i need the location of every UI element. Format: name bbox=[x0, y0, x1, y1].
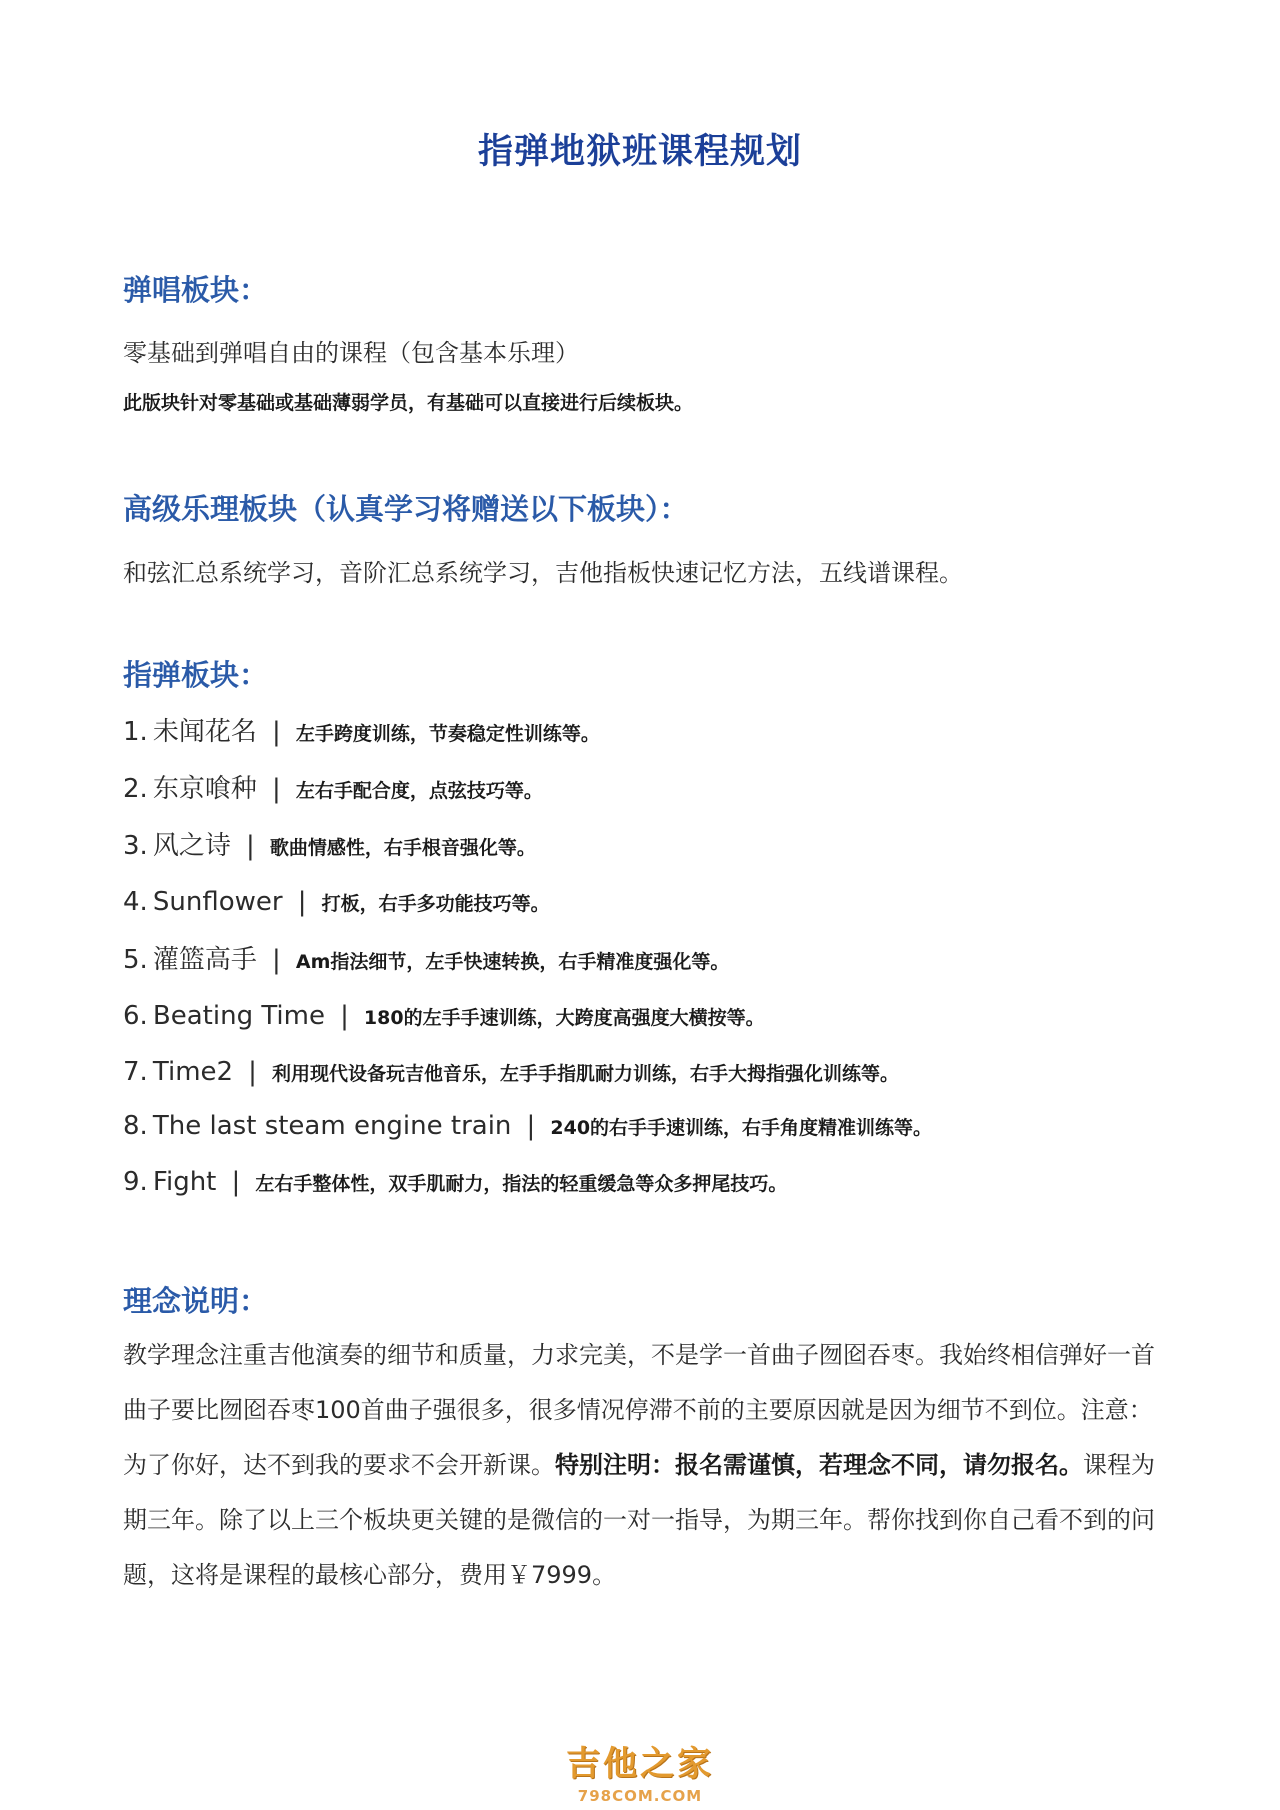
philosophy-text-a: 教学理念注重吉他演奏的细节和质量，力求完美，不是学一首曲子囫囵吞枣。我始终相信弹好一首曲子要比囫囵吞枣100首曲子强很多，很多情况停滞不前的主要原因就是因为细节不到位。注意：为了你好，达不到我的要求不会开新课。 bbox=[123, 1341, 1155, 1479]
list-item bbox=[123, 942, 729, 978]
course-separator: | bbox=[272, 717, 281, 747]
course-description: 左右手配合度，点弦技巧等。 bbox=[295, 780, 543, 802]
page-title: 指弹地狱班课程规划 bbox=[477, 132, 802, 172]
course-number: 7. bbox=[123, 1057, 148, 1087]
course-number: 9. bbox=[123, 1167, 148, 1197]
course-name: Beating Time bbox=[152, 1001, 325, 1031]
theory-section-line: 和弦汇总系统学习，音阶汇总系统学习，吉他指板快速记忆方法，五线谱课程。 bbox=[123, 559, 963, 587]
course-number: 6. bbox=[123, 1001, 148, 1031]
course-description: 歌曲情感性，右手根音强化等。 bbox=[269, 837, 536, 859]
philosophy-text-b: 课程为期三年。除了以上三个板块更关键的是微信的一对一指导，为期三年。帮你找到你自己看不到的问题，这将是课程的最核心部分，费用￥7999。 bbox=[123, 1451, 1155, 1589]
fingerstyle-section-heading: 指弹板块： bbox=[123, 658, 269, 692]
list-item bbox=[123, 998, 765, 1034]
course-description: 利用现代设备玩吉他音乐，左手手指肌耐力训练，右手大拇指强化训练等。 bbox=[272, 1063, 900, 1085]
course-name: Fight bbox=[152, 1167, 217, 1197]
course-description: 180的左手手速训练，大跨度高强度大横按等。 bbox=[363, 1007, 765, 1029]
list-item bbox=[123, 1108, 932, 1144]
list-item bbox=[123, 884, 550, 920]
course-description: 左右手整体性，双手肌耐力，指法的轻重缓急等众多押尾技巧。 bbox=[255, 1173, 788, 1195]
course-separator: | bbox=[246, 831, 255, 861]
course-name: 灌篮高手 bbox=[152, 945, 257, 975]
course-name: 东京喰种 bbox=[152, 774, 257, 804]
course-separator: | bbox=[231, 1167, 241, 1197]
course-name: Sunflower bbox=[152, 887, 283, 917]
course-description: 左手跨度训练，节奏稳定性训练等。 bbox=[295, 723, 600, 745]
list-item bbox=[123, 1164, 787, 1200]
course-number: 5. bbox=[123, 945, 148, 975]
course-separator: | bbox=[272, 774, 281, 804]
list-item bbox=[123, 828, 536, 864]
list-item bbox=[123, 714, 600, 750]
course-description: 240的右手手速训练，右手角度精准训练等。 bbox=[550, 1117, 933, 1139]
course-separator: | bbox=[297, 887, 307, 917]
philosophy-bold-notice: 特别注明：报名需谨慎，若理念不同，请勿报名。 bbox=[555, 1451, 1083, 1479]
course-number: 3. bbox=[123, 831, 148, 861]
theory-section-heading: 高级乐理板块（认真学习将赠送以下板块）： bbox=[123, 492, 689, 526]
list-item bbox=[123, 771, 543, 807]
list-item bbox=[123, 1054, 899, 1090]
course-name: The last steam engine train bbox=[152, 1111, 512, 1141]
course-description: 打板，右手多功能技巧等。 bbox=[321, 893, 550, 915]
course-separator: | bbox=[248, 1057, 257, 1087]
watermark-brand: 吉他之家 bbox=[566, 1744, 714, 1784]
singing-section-heading: 弹唱板块： bbox=[123, 273, 269, 307]
course-description: Am指法细节，左手快速转换，右手精准度强化等。 bbox=[295, 951, 730, 973]
course-name: 未闻花名 bbox=[152, 717, 257, 747]
course-separator: | bbox=[272, 945, 281, 975]
course-name: Time2 bbox=[152, 1057, 234, 1087]
watermark-url: 798COM.COM bbox=[577, 1787, 703, 1805]
singing-section-note: 此版块针对零基础或基础薄弱学员，有基础可以直接进行后续板块。 bbox=[123, 392, 694, 414]
philosophy-section-heading: 理念说明： bbox=[123, 1284, 269, 1318]
philosophy-paragraph bbox=[123, 1328, 1168, 1603]
course-number: 1. bbox=[123, 717, 148, 747]
course-number: 8. bbox=[123, 1111, 148, 1141]
course-number: 4. bbox=[123, 887, 148, 917]
course-separator: | bbox=[340, 1001, 349, 1031]
watermark bbox=[0, 1736, 1280, 1805]
singing-section-line: 零基础到弹唱自由的课程（包含基本乐理） bbox=[123, 339, 579, 367]
course-number: 2. bbox=[123, 774, 148, 804]
course-name: 风之诗 bbox=[152, 831, 231, 861]
course-separator: | bbox=[526, 1111, 536, 1141]
